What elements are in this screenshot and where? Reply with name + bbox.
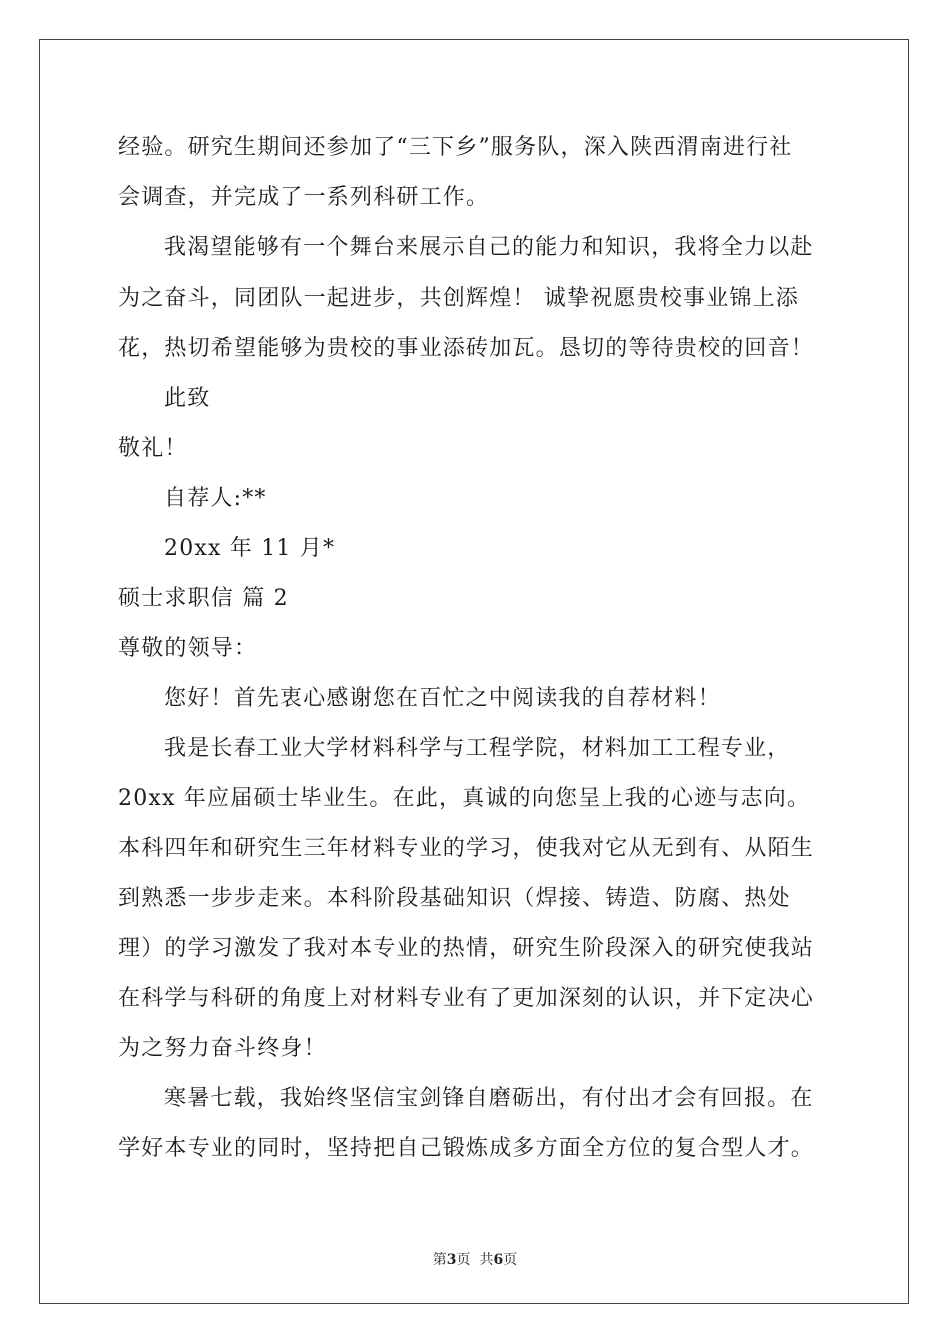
footer-mid: 页 共 <box>456 1252 494 1268</box>
text-line: 您好！首先衷心感谢您在百忙之中阅读我的自荐材料！ <box>164 686 721 711</box>
text-line: 花，热切希望能够为贵校的事业添砖加瓦。恳切的等待贵校的回音！ <box>118 336 815 361</box>
closing-line: 此致 <box>164 386 211 411</box>
text-line: 在科学与科研的角度上对材料专业有了更加深刻的认识，并下定决心 <box>118 986 815 1011</box>
text-line: 经验。研究生期间还参加了“三下乡”服务队，深入陕西渭南进行社 <box>118 135 793 160</box>
text-line: 我渴望能够有一个舞台来展示自己的能力和知识，我将全力以赴 <box>164 235 814 260</box>
signature-line: 自荐人:** <box>164 486 267 511</box>
text-line: 学好本专业的同时，坚持把自己锻炼成多方面全方位的复合型人才。 <box>118 1136 815 1161</box>
text-line: 到熟悉一步步走来。本科阶段基础知识（焊接、铸造、防腐、热处 <box>118 886 791 911</box>
text-line: 本科四年和研究生三年材料专业的学习，使我对它从无到有、从陌生 <box>118 836 815 861</box>
text-line: 为之奋斗，同团队一起进步，共创辉煌！ 诚挚祝愿贵校事业锦上添 <box>118 286 799 311</box>
text-line: 20xx 年应届硕士毕业生。在此，真诚的向您呈上我的心迹与志向。 <box>118 786 811 811</box>
page-number: 3 <box>446 1252 457 1268</box>
text-line: 寒暑七载，我始终坚信宝剑锋自磨砺出，有付出才会有回报。在 <box>164 1086 814 1111</box>
date-line: 20xx 年 11 月* <box>164 536 336 561</box>
text-line: 我是长春工业大学材料科学与工程学院，材料加工工程专业， <box>164 736 791 761</box>
text-line: 为之努力奋斗终身！ <box>118 1036 327 1061</box>
footer-suffix: 页 <box>503 1252 518 1268</box>
page-border <box>39 39 909 1304</box>
section-title: 硕士求职信 篇 2 <box>118 586 289 611</box>
page-footer <box>0 1249 950 1269</box>
total-pages: 6 <box>493 1252 504 1268</box>
text-line: 理）的学习激发了我对本专业的热情，研究生阶段深入的研究使我站 <box>118 936 815 961</box>
salutation-line: 敬礼！ <box>118 436 188 461</box>
text-line: 会调查，并完成了一系列科研工作。 <box>118 185 490 210</box>
footer-prefix: 第 <box>432 1252 447 1268</box>
greeting-line: 尊敬的领导： <box>118 636 258 661</box>
